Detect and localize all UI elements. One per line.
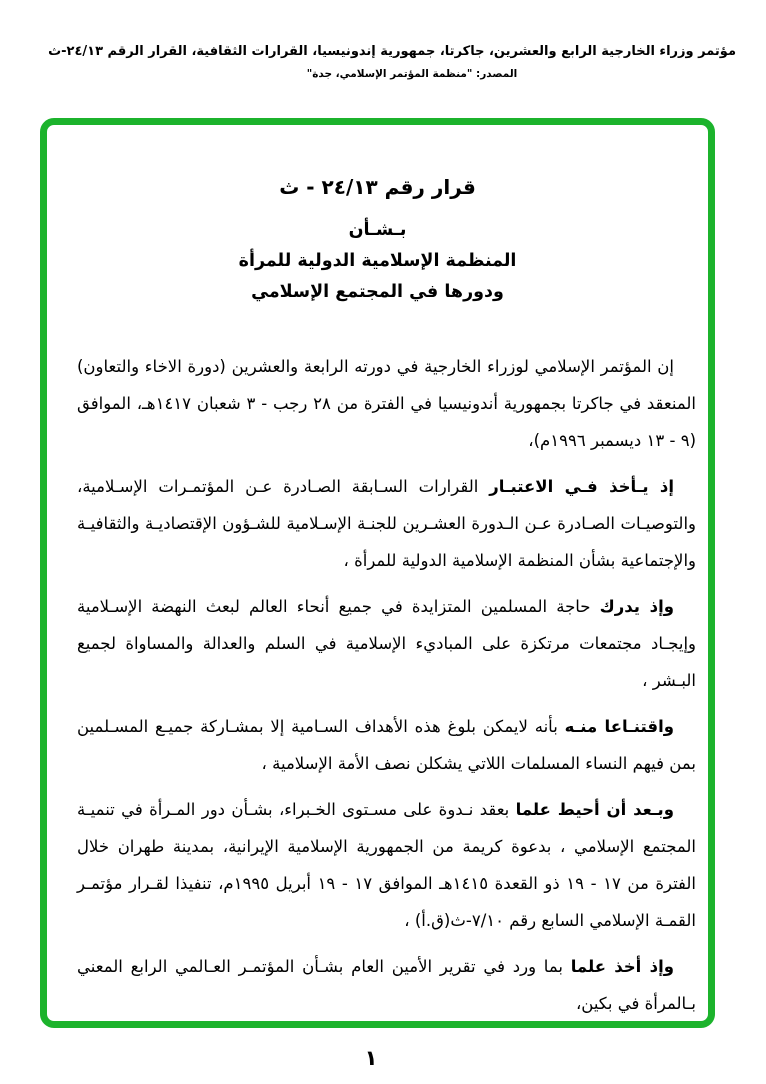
- document-header: [28, 44, 736, 80]
- resolution-number-title: قرار رقم ٢٤/١٣ - ث: [279, 175, 476, 199]
- resolution-title-block: [47, 175, 708, 308]
- title-subject-line-2: ودورها في المجتمع الإسلامي: [251, 282, 504, 302]
- paragraph-lead: وإذ يدرك: [599, 597, 674, 616]
- title-subject-line: المنظمة الإسلامية الدولية للمرأة: [238, 251, 517, 271]
- paragraph-text: بأنه لايمكن بلوغ هذه الأهداف السـامية إلا بمشـاركة جميـع المسـلمين بمن فيهم النساء المسلمات اللاتي يشكلن نصف الأمة الإسلامية ،: [77, 717, 696, 773]
- green-border-frame: [40, 118, 715, 1028]
- paragraph-lead: وبـعد أن أحيط علما: [515, 800, 675, 819]
- title-concerning-label: بـشـأن: [348, 220, 407, 240]
- paragraph-lead: إذ يـأخذ فـي الاعتبـار: [489, 477, 675, 496]
- header-conference-line: مؤتمر وزراء الخارجية الرابع والعشرين، جاكرتا، جمهورية إندونيسيا، القرارات الثقافية، القرار الرقم ٢٤/١٣-ث: [48, 44, 736, 59]
- body-paragraph: [77, 791, 696, 939]
- paragraph-text: بعقد نـدوة على مسـتوى الخـبراء، بشـأن دور المـرأة في تنميـة المجتمع الإسلامي ، بدعوة كريمة من الجمهورية الإسلامية الإيرانية، بمدينة طهران خلال الفترة من ١٧ - ١٩ ذو القعدة ١٤١٥هـ الموافق ١٧ - ١٩ أبريل ١٩٩٥م، تنفيذا لقـرار مؤتمـر القمـة الإسلامي السابع رقم ٧/١٠-ث(ق.أ) ،: [77, 800, 697, 930]
- body-paragraph: [77, 468, 696, 579]
- paragraph-text: إن المؤتمر الإسلامي لوزراء الخارجية في دورته الرابعة والعشرين (دورة الاخاء والتعاون) المنعقد في جاكرتا بجمهورية أندونيسيا في الفترة من ٢٨ رجب - ٣ شعبان ١٤١٧هـ، الموافق (٩ - ١٣ ديسمبر ١٩٩٦م)،: [77, 357, 696, 450]
- page-number: ١: [364, 1046, 378, 1070]
- paragraph-lead: واقتنـاعا منـه: [564, 717, 674, 736]
- body-paragraph: [77, 948, 696, 1022]
- paragraph-text: حاجة المسلمين المتزايدة في جميع أنحاء العالم لبعث النهضة الإسـلامية وإيجـاد مجتمعات مرتكزة على المباديء الإسلامية في السلم والعدالة والمساواة لجميع البـشر ،: [77, 597, 696, 690]
- header-source-line: المصدر: "منظمة المؤتمر الإسلامي، جدة": [306, 68, 518, 80]
- body-paragraph: [77, 708, 696, 782]
- body-paragraph: [77, 348, 696, 459]
- paragraph-text: بما ورد في تقرير الأمين العام بشـأن المؤتمـر العـالمي الرابع المعني بـالمرأة في بكين،: [77, 957, 696, 1013]
- body-paragraph: [77, 588, 696, 699]
- resolution-preamble: [77, 348, 696, 1022]
- paragraph-lead: وإذ أخذ علما: [570, 957, 674, 976]
- paragraph-text: القرارات السـابقة الصـادرة عـن المؤتمـرات الإسـلامية، والتوصيـات الصـادرة عـن الـدورة العشـرين للجنـة الإسـلامية للشـؤون الإقتصاديـة والثقافيـة والإجتماعية بشأن المنظمة الإسلامية الدولية للمرأة ،: [77, 477, 696, 570]
